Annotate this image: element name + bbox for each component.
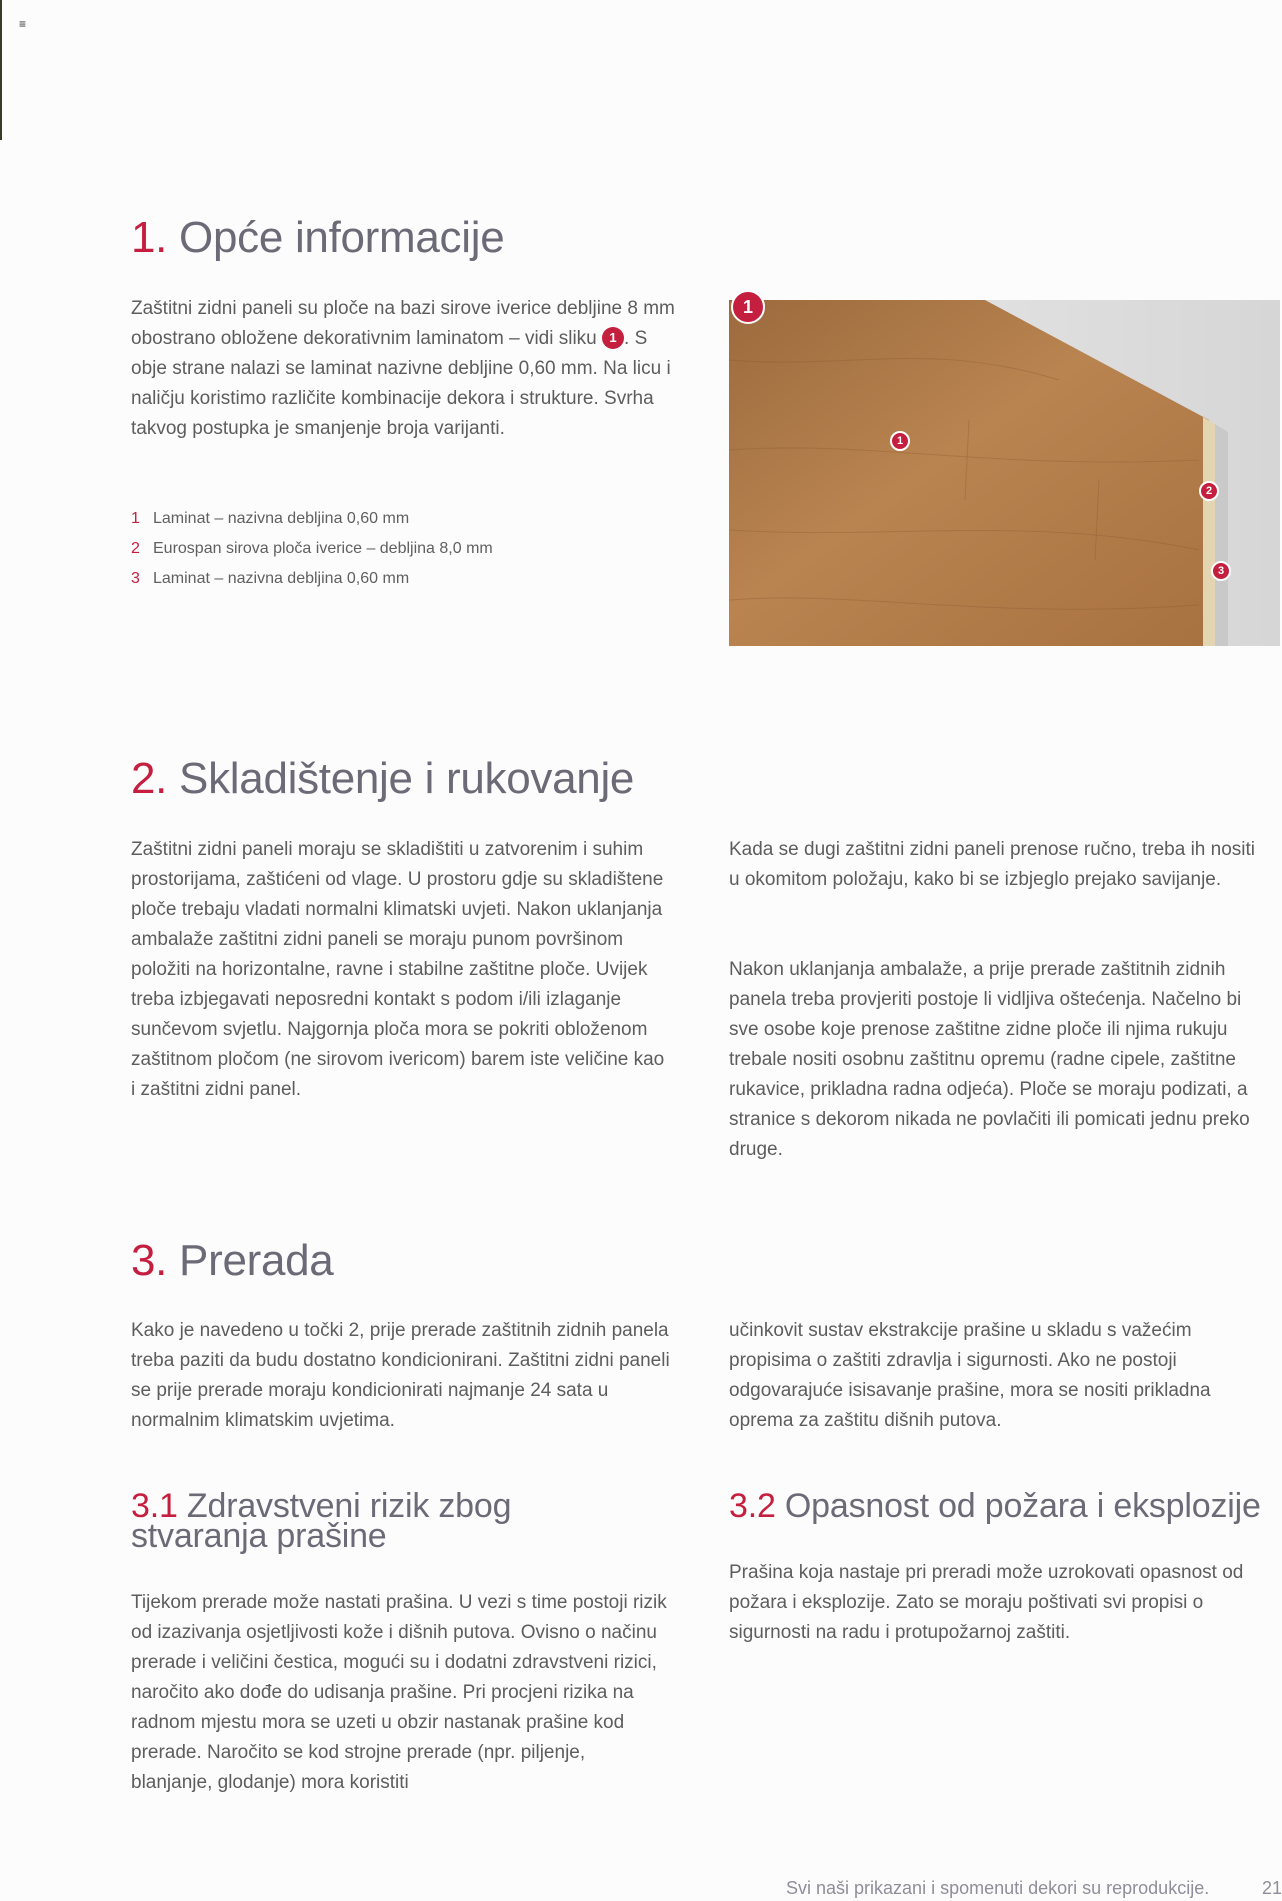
section-2-column-1: Zaštitni zidni paneli moraju se skladištiti u zatvorenim i suhim prostorijama, zaštićeni od vlage. U prostoru gdje su skladištene ploče trebaju vladati normalni klimatski uvjeti. Nakon uklanjanja ambalaže zaštitni zidni paneli se moraju punom površinom položiti na horizontalne, ravne i stabilne zaštitne ploče. Uvijek treba izbjegavati neposredni kontakt s podom i/ili izlaganje sunčevom svjetlu. Najgornja ploča mora se pokriti obloženom zaštitnom pločom (ne sirovom ivericom) barem iste veličine kao i zaštitni zidni panel. (131, 839, 665, 1100)
section-2-title: Skladištenje i rukovanje (179, 754, 635, 803)
legend-text: Laminat – nazivna debljina 0,60 mm (153, 510, 410, 527)
intro-text-end: . S obje strane nalazi se laminat nazivne debljine 0,60 mm. Na licu i naličju koristimo različite kombinacije dekora i strukture. Svrha takvog postupka je smanjenje broja varijanti. (131, 328, 671, 439)
section-3-1-title: Zdravstveni rizik zbog stvaranja prašine (131, 1487, 512, 1555)
section-3-1-number: 3.1 (131, 1487, 178, 1525)
legend-item (131, 569, 493, 599)
section-1-number: 1. (131, 213, 168, 262)
section-3-number: 3. (131, 1236, 168, 1285)
section-2-column-2-p1: Kada se dugi zaštitni zidni paneli prenose ručno, treba ih nositi u okomitom položaju, kako bi se izbjeglo prejako savijanje. (729, 839, 1255, 890)
section-3-2-title: Opasnost od požara i eksplozije (784, 1487, 1261, 1525)
legend-item (131, 509, 493, 539)
legend-text: Laminat – nazivna debljina 0,60 mm (153, 570, 410, 587)
particleboard-edge (1203, 417, 1215, 646)
section-3-title: Prerada (179, 1236, 334, 1285)
legend-text: Eurospan sirova ploča iverice – debljina 8,0 mm (153, 540, 493, 557)
section-2-number: 2. (131, 754, 168, 803)
figure-reference-badge: 1 (602, 327, 624, 349)
footer-note: Svi naši prikazani i spomenuti dekori su reprodukcije. (786, 1878, 1210, 1898)
section-2-column-2-p2: Nakon uklanjanja ambalaže, a prije prerade zaštitnih zidnih panela treba provjeriti postoje li vidljiva oštećenja. Načelno bi sve osobe koje prenose zaštitne zidne ploče ili njima rukuju trebale nositi osobnu zaštitnu opremu (radne cipele, zaštitne rukavice, prikladna radna odjeća). Ploče se moraju podizati, a stranice s dekorom nikada ne povlačiti ili pomicati jednu preko druge. (729, 959, 1250, 1160)
legend-number: 2 (131, 540, 140, 557)
section-3-column-2: učinkovit sustav ekstrakcije prašine u skladu s važećim propisima o zaštiti zdravlja i sigurnosti. Ako ne postoji odgovarajuće isisavanje prašine, mora se nositi prikladna oprema za zaštitu dišnih putova. (729, 1320, 1211, 1431)
figure-corner-badge: 1 (731, 290, 765, 324)
layer-3-marker: 3 (1211, 561, 1231, 581)
legend-number: 1 (131, 510, 140, 527)
legend-item (131, 539, 493, 569)
layer-1-marker: 1 (890, 431, 910, 451)
section-3-2-body: Prašina koja nastaje pri preradi može uzrokovati opasnost od požara i eksplozije. Zato se moraju poštivati svi propisi o sigurnosti na radu i protupožarnoj zaštiti. (729, 1562, 1244, 1643)
hamburger-menu-icon[interactable]: ≡ (19, 17, 27, 31)
section-3-heading (131, 1235, 333, 1287)
intro-text-start: Zaštitni zidni paneli su ploče na bazi sirove iverice debljine 8 mm obostrano obložene dekorativnim laminatom – vidi sliku (131, 298, 675, 349)
page-number: 21 (1262, 1878, 1282, 1898)
section-3-2-heading (729, 1487, 1269, 1525)
section-3-1-heading (131, 1487, 651, 1555)
layer-legend (131, 509, 493, 599)
section-3-column-1: Kako je navedeno u točki 2, prije prerade zaštitnih zidnih panela treba paziti da budu dostatno kondicionirani. Zaštitni zidni paneli se prije prerade moraju kondicionirati najmanje 24 sata u normalnim klimatskim uvjetima. (131, 1320, 670, 1431)
section-3-2-number: 3.2 (729, 1487, 776, 1525)
legend-number: 3 (131, 570, 140, 587)
page-edge-line (0, 0, 2, 140)
panel-cross-section-figure (729, 297, 1280, 646)
section-2-heading (131, 753, 634, 805)
panel-shadow (1215, 424, 1228, 646)
wood-panel-illustration (729, 300, 1280, 646)
layer-2-marker: 2 (1199, 481, 1219, 501)
section-1-intro (131, 294, 686, 444)
section-1-title: Opće informacije (179, 213, 505, 262)
section-1-heading (131, 212, 504, 264)
section-3-1-body: Tijekom prerade može nastati prašina. U vezi s time postoji rizik od izazivanja osjetljivosti kože i dišnih putova. Ovisno o načinu prerade i veličini čestica, mogući su i dodatni zdravstveni rizici, naročito ako dođe do udisanja prašine. Pri procjeni rizika na radnom mjestu mora se uzeti u obzir nastanak prašine kod prerade. Naročito se kod strojne prerade (npr. piljenje, blanjanje, glodanje) mora koristiti (131, 1592, 667, 1793)
